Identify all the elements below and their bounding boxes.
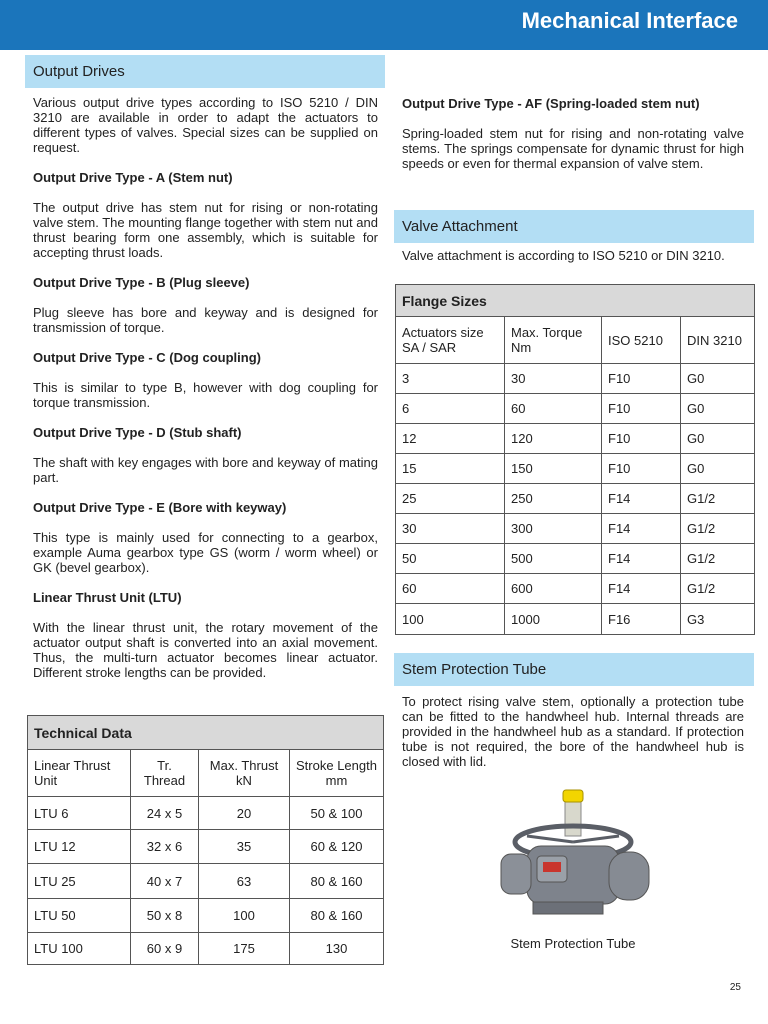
stem-protection-text: To protect rising valve stem, optionally a protection tube can be fitted to the handwheel hub. Internal threads are provided in the handwheel hub as a standard. If protection tube is not required, the bore of the handwheel hub is closed with lid.: [402, 694, 744, 769]
protection-tube-cap: [563, 790, 583, 802]
type-b-title: Output Drive Type - B (Plug sleeve): [33, 275, 250, 290]
table-cell: 50 & 100: [290, 797, 384, 830]
technical-data-title: Technical Data: [28, 716, 384, 750]
valve-attachment-heading: Valve Attachment: [394, 210, 754, 243]
ltu-text: With the linear thrust unit, the rotary movement of the actuator output shaft is converted into an axial movement. Thus, the multi-turn actuator becomes linear actuator. Different stroke lengths can be provided.: [33, 620, 378, 680]
table-cell: 100: [396, 604, 505, 635]
valve-attachment-text: Valve attachment is according to ISO 5210 or DIN 3210.: [402, 248, 725, 263]
table-cell: 60: [505, 394, 602, 424]
type-af-text: Spring-loaded stem nut for rising and non-rotating valve stems. The springs compensate for dynamic thrust for high speeds or even for thermal expansion of valve stem.: [402, 126, 744, 171]
table-header-cell: Max. Thrust kN: [199, 750, 290, 797]
table-cell: 150: [505, 454, 602, 484]
type-af-block: [402, 96, 744, 171]
table-row: [28, 830, 384, 864]
table-cell: 300: [505, 514, 602, 544]
table-cell: 60 & 120: [290, 830, 384, 864]
table-row: [396, 454, 755, 484]
actuator-illustration: [497, 786, 657, 926]
table-cell: F14: [602, 514, 681, 544]
flange-sizes-title: Flange Sizes: [396, 285, 755, 317]
table-cell: 63: [199, 864, 290, 899]
table-cell: 25: [396, 484, 505, 514]
table-cell: F10: [602, 424, 681, 454]
table-row: [396, 544, 755, 574]
output-drives-left-column: [33, 95, 378, 695]
table-cell: G1/2: [681, 544, 755, 574]
table-header-cell: Tr. Thread: [131, 750, 199, 797]
table-cell: 32 x 6: [131, 830, 199, 864]
table-cell: F16: [602, 604, 681, 635]
table-cell: 80 & 160: [290, 899, 384, 933]
table-cell: F14: [602, 544, 681, 574]
table-cell: 40 x 7: [131, 864, 199, 899]
table-cell: 30: [505, 364, 602, 394]
table-header-cell: Stroke Length mm: [290, 750, 384, 797]
side-housing: [501, 854, 531, 894]
table-cell: G1/2: [681, 574, 755, 604]
table-cell: G3: [681, 604, 755, 635]
table-cell: LTU 100: [28, 933, 131, 965]
table-cell: G0: [681, 364, 755, 394]
table-header-cell: DIN 3210: [681, 317, 755, 364]
flange-sizes-table: [395, 284, 755, 635]
table-cell: 20: [199, 797, 290, 830]
type-c-text: This is similar to type B, however with dog coupling for torque transmission.: [33, 380, 378, 410]
output-drives-heading: Output Drives: [25, 55, 385, 88]
table-cell: 1000: [505, 604, 602, 635]
table-header-cell: Max. Torque Nm: [505, 317, 602, 364]
table-cell: 30: [396, 514, 505, 544]
type-e-title: Output Drive Type - E (Bore with keyway): [33, 500, 287, 515]
table-row: [396, 364, 755, 394]
table-cell: G0: [681, 454, 755, 484]
output-drives-intro: Various output drive types according to ISO 5210 / DIN 3210 are available in order to adapt the actuators to different types of valves. Special sizes can be supplied on request.: [33, 95, 378, 155]
table-cell: G0: [681, 394, 755, 424]
table-row: [396, 574, 755, 604]
table-cell: 250: [505, 484, 602, 514]
table-cell: 12: [396, 424, 505, 454]
table-row: [28, 797, 384, 830]
table-cell: 50: [396, 544, 505, 574]
table-cell: 120: [505, 424, 602, 454]
table-cell: F14: [602, 574, 681, 604]
photo-caption: Stem Protection Tube: [510, 936, 636, 951]
table-cell: G0: [681, 424, 755, 454]
table-cell: G1/2: [681, 514, 755, 544]
table-cell: F14: [602, 484, 681, 514]
table-row: [28, 899, 384, 933]
page-title: Mechanical Interface: [521, 8, 738, 33]
table-cell: 35: [199, 830, 290, 864]
table-header-cell: ISO 5210: [602, 317, 681, 364]
ltu-title: Linear Thrust Unit (LTU): [33, 590, 182, 605]
motor: [609, 852, 649, 900]
table-row: [28, 933, 384, 965]
table-cell: 130: [290, 933, 384, 965]
table-cell: 100: [199, 899, 290, 933]
table-cell: 60: [396, 574, 505, 604]
table-row: [28, 864, 384, 899]
type-e-text: This type is mainly used for connecting to a gearbox, example Auma gearbox type GS (worm / worm wheel) or GK (bevel gearbox).: [33, 530, 378, 575]
table-cell: 24 x 5: [131, 797, 199, 830]
type-af-title: Output Drive Type - AF (Spring-loaded stem nut): [402, 96, 700, 111]
table-cell: 3: [396, 364, 505, 394]
table-cell: 600: [505, 574, 602, 604]
table-cell: 60 x 9: [131, 933, 199, 965]
table-cell: 80 & 160: [290, 864, 384, 899]
table-row: [396, 424, 755, 454]
valve-attachment-block: [402, 248, 744, 263]
technical-data-table: [27, 715, 384, 965]
table-row: [396, 394, 755, 424]
table-row: [396, 484, 755, 514]
stem-protection-block: [402, 694, 744, 769]
table-cell: LTU 25: [28, 864, 131, 899]
table-row: [396, 514, 755, 544]
table-cell: 175: [199, 933, 290, 965]
type-c-title: Output Drive Type - C (Dog coupling): [33, 350, 261, 365]
table-cell: F10: [602, 454, 681, 484]
stem-protection-heading: Stem Protection Tube: [394, 653, 754, 686]
type-d-text: The shaft with key engages with bore and keyway of mating part.: [33, 455, 378, 485]
type-b-text: Plug sleeve has bore and keyway and is designed for transmission of torque.: [33, 305, 378, 335]
table-cell: 15: [396, 454, 505, 484]
table-cell: 6: [396, 394, 505, 424]
type-a-text: The output drive has stem nut for rising or non-rotating valve stem. The mounting flange together with stem nut and thrust bearing form one assembly, which is suitable for accepting thrust loads.: [33, 200, 378, 260]
table-cell: 50 x 8: [131, 899, 199, 933]
table-cell: F10: [602, 394, 681, 424]
table-header-cell: Actuators size SA / SAR: [396, 317, 505, 364]
protection-tube: [565, 800, 581, 836]
table-header-cell: Linear Thrust Unit: [28, 750, 131, 797]
type-d-title: Output Drive Type - D (Stub shaft): [33, 425, 242, 440]
type-a-title: Output Drive Type - A (Stem nut): [33, 170, 233, 185]
table-cell: 500: [505, 544, 602, 574]
table-row: [396, 604, 755, 635]
table-cell: F10: [602, 364, 681, 394]
table-cell: LTU 50: [28, 899, 131, 933]
table-cell: G1/2: [681, 484, 755, 514]
table-cell: LTU 12: [28, 830, 131, 864]
table-cell: LTU 6: [28, 797, 131, 830]
page-number: 25: [729, 982, 741, 993]
header-bar: [0, 0, 768, 50]
